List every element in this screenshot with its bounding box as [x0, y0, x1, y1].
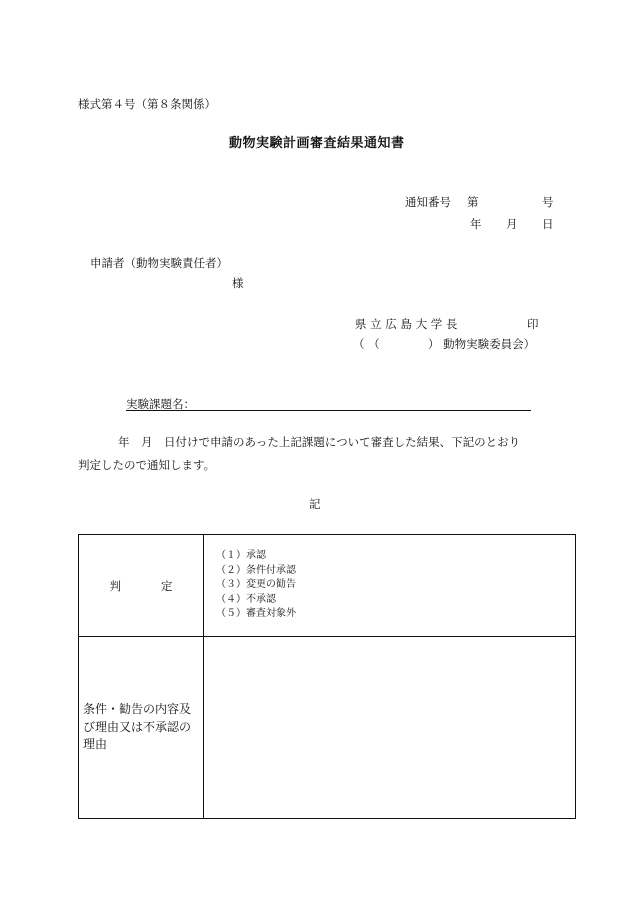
reason-row	[79, 637, 576, 819]
body-line-1: 年 月 日付けで申請のあった上記課題について審査した結果、下記のとおり	[118, 435, 521, 449]
judgment-label-b: 定	[161, 578, 173, 593]
reason-content-cell	[204, 637, 576, 819]
option-rejected: （４）不承認	[216, 593, 276, 605]
subject-underline	[126, 410, 531, 411]
committee-name: ） 動物実験委員会）	[428, 337, 536, 351]
date-year: 年	[470, 217, 482, 231]
issuer-president: 県 立 広 島 大 学 長	[355, 317, 458, 331]
option-change-advised: （３）変更の勧告	[216, 579, 296, 591]
subject-label: 実験課題名：	[126, 397, 195, 411]
reason-label-cell	[79, 637, 204, 819]
notice-number-dai: 第	[467, 195, 479, 209]
notice-number-label: 通知番号	[405, 195, 451, 209]
date-day: 日	[542, 217, 554, 231]
applicant-label: 申請者（動物実験責任者）	[90, 256, 228, 270]
ki-label: 記	[309, 497, 321, 511]
body-line-2: 判定したので通知します。	[78, 458, 216, 472]
document-title: 動物実験計画審査結果通知書	[229, 136, 405, 151]
issuer-seal: 印	[527, 317, 539, 331]
judgment-label-cell	[79, 535, 204, 637]
option-not-subject: （５）審査対象外	[216, 608, 296, 620]
reason-label: 条件・勧告の内容及び理由又は不承認の理由	[83, 702, 192, 752]
judgment-row	[79, 535, 576, 637]
judgment-table	[78, 534, 576, 819]
judgment-options-cell	[204, 535, 576, 637]
notice-number-go: 号	[542, 195, 554, 209]
judgment-label-a: 判	[109, 578, 121, 593]
applicant-sama: 様	[232, 276, 244, 290]
committee-open: （ （	[353, 337, 380, 351]
form-number: 様式第４号（第８条関係）	[78, 97, 216, 111]
option-conditional: （２）条件付承認	[216, 564, 296, 576]
date-month: 月	[506, 217, 518, 231]
option-approved: （１）承認	[216, 550, 266, 562]
